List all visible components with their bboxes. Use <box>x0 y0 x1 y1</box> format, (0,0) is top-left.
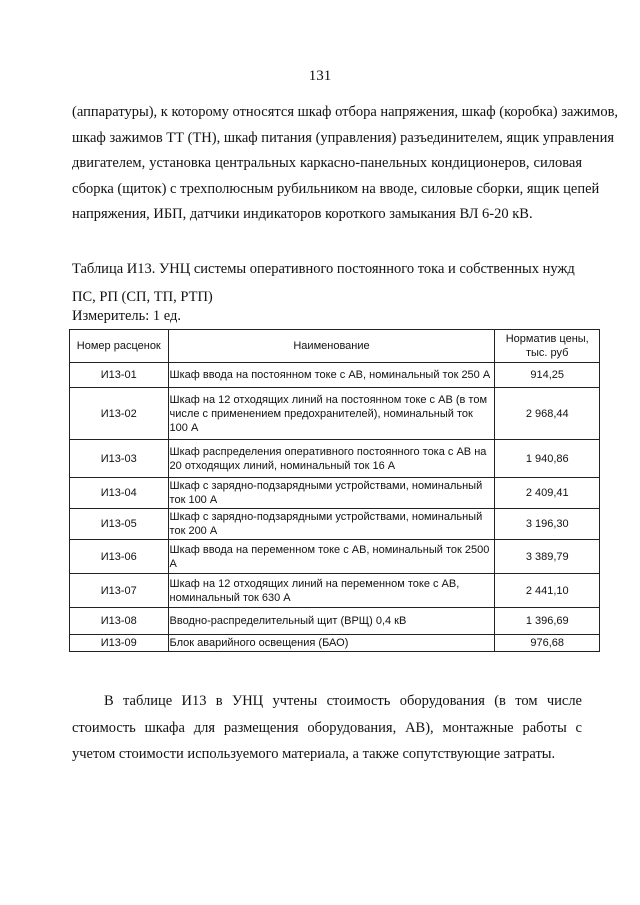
table-header-row <box>70 330 600 363</box>
row-price: 976,68 <box>495 635 600 652</box>
table-row <box>70 635 600 652</box>
header-code: Номер расценок <box>70 330 169 363</box>
closing-paragraph: В таблице И13 в УНЦ учтены стоимость оборудования (в том числе стоимость шкафа для размещения оборудования, АВ), монтажные работы с учетом стоимости используемого материала, а также сопутствующие затраты. <box>72 693 582 762</box>
row-name: Шкаф с зарядно-подзарядными устройствами, номинальный ток 100 А <box>168 478 495 509</box>
row-code: И13-05 <box>70 509 169 540</box>
table-row <box>70 574 600 608</box>
row-price: 914,25 <box>495 363 600 388</box>
row-name: Шкаф с зарядно-подзарядными устройствами, номинальный ток 200 А <box>168 509 495 540</box>
row-price: 2 409,41 <box>495 478 600 509</box>
price-table <box>69 329 600 652</box>
row-code: И13-07 <box>70 574 169 608</box>
row-price: 2 968,44 <box>495 388 600 440</box>
row-price: 1 396,69 <box>495 608 600 635</box>
row-name: Блок аварийного освещения (БАО) <box>168 635 495 652</box>
table-row <box>70 509 600 540</box>
row-name: Шкаф распределения оперативного постоянного тока с АВ на 20 отходящих линий, номинальный ток 16 А <box>168 440 495 478</box>
row-name: Шкаф на 12 отходящих линий на переменном токе с АВ, номинальный ток 630 А <box>168 574 495 608</box>
row-name: Вводно-распределительный щит (ВРЩ) 0,4 кВ <box>168 608 495 635</box>
row-name: Шкаф на 12 отходящих линий на постоянном токе с АВ (в том числе с применением предохранителей), номинальный ток 100 А <box>168 388 495 440</box>
table-row <box>70 388 600 440</box>
unit-label: Измеритель: 1 ед. <box>72 308 182 324</box>
header-price: Норматив цены, тыс. руб <box>495 330 600 363</box>
row-price: 3 196,30 <box>495 509 600 540</box>
row-code: И13-06 <box>70 540 169 574</box>
page-number: 131 <box>308 68 332 84</box>
row-code: И13-01 <box>70 363 169 388</box>
table-caption: Таблица И13. УНЦ системы оперативного постоянного тока и собственных нужд ПС, РП (СП, ТП, РТП) <box>72 261 575 305</box>
row-price: 3 389,79 <box>495 540 600 574</box>
intro-line: напряжения, ИБП, датчики индикаторов короткого замыкания ВЛ 6-20 кВ. <box>72 206 533 222</box>
intro-line: шкаф зажимов ТТ (ТН), шкаф питания (управления) разъединителем, ящик управления <box>72 129 614 146</box>
row-code: И13-09 <box>70 635 169 652</box>
intro-paragraph <box>72 100 619 228</box>
row-name: Шкаф ввода на переменном токе с АВ, номинальный ток 2500 А <box>168 540 495 574</box>
row-code: И13-02 <box>70 388 169 440</box>
table-row <box>70 540 600 574</box>
table-row <box>70 440 600 478</box>
row-code: И13-04 <box>70 478 169 509</box>
intro-line: сборка (щиток) с трехполюсным рубильником на вводе, силовые сборки, ящик цепей <box>72 180 600 197</box>
row-code: И13-08 <box>70 608 169 635</box>
header-name: Наименование <box>168 330 495 363</box>
intro-line: двигателем, установка центральных каркасно-панельных кондиционеров, силовая <box>72 155 582 171</box>
table-row <box>70 478 600 509</box>
table-row <box>70 608 600 635</box>
table-row <box>70 363 600 388</box>
row-code: И13-03 <box>70 440 169 478</box>
row-name: Шкаф ввода на постоянном токе с АВ, номинальный ток 250 А <box>168 363 495 388</box>
intro-line: (аппаратуры), к которому относятся шкаф отбора напряжения, шкаф (коробка) зажимов, <box>72 104 619 120</box>
row-price: 1 940,86 <box>495 440 600 478</box>
row-price: 2 441,10 <box>495 574 600 608</box>
